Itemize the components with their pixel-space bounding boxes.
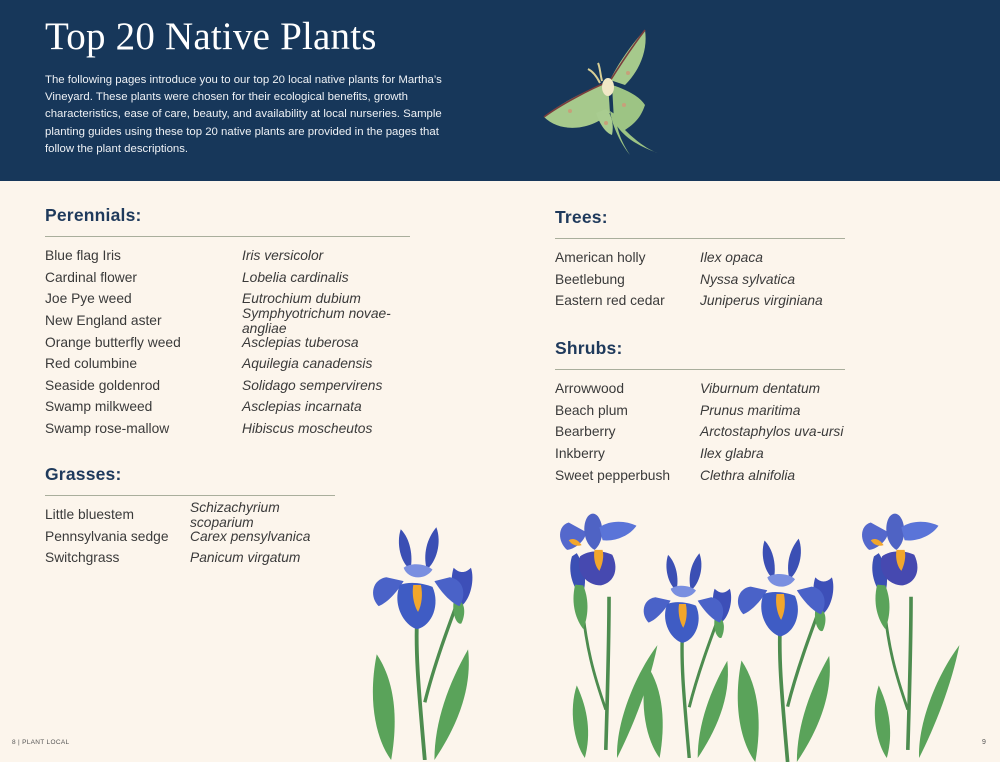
perennials-heading: Perennials: xyxy=(45,205,142,225)
plant-row xyxy=(45,499,335,530)
iris-illustration xyxy=(355,510,485,760)
iris-illustration xyxy=(718,522,848,762)
plant-row xyxy=(45,245,410,267)
plant-row xyxy=(45,331,410,353)
page-number-right: 9 xyxy=(982,739,986,746)
plant-row xyxy=(45,375,410,397)
scientific-name: Prunus maritima xyxy=(700,402,801,418)
common-name: Swamp rose-mallow xyxy=(45,421,170,437)
plant-row xyxy=(555,421,845,443)
iris-illustration xyxy=(842,508,972,758)
plant-row xyxy=(45,267,410,289)
common-name: New England aster xyxy=(45,313,162,329)
shrubs-heading: Shrubs: xyxy=(555,338,623,358)
scientific-name: Schizachyrium scoparium xyxy=(190,499,280,530)
perennials-section xyxy=(45,205,410,439)
scientific-name: Hibiscus moscheutos xyxy=(242,421,373,437)
plant-row xyxy=(555,247,845,269)
scientific-name: Ilex glabra xyxy=(700,446,764,462)
plant-row xyxy=(45,396,410,418)
luna-moth-illustration xyxy=(540,25,675,155)
grasses-section xyxy=(45,464,335,569)
plant-row xyxy=(45,547,335,569)
scientific-name: Eutrochium dubium xyxy=(242,291,361,307)
intro-paragraph: The following pages introduce you to our top 20 local native plants for Martha’s Vineyard. These plants were chosen for their ecological benefits, growth characteristics, ease of care, beauty, and availability at local nurseries. Sample planting guides using these top 20 native plants are provided in the pages that follow the plant descriptions. xyxy=(45,74,442,155)
scientific-name: Solidago sempervirens xyxy=(242,377,383,393)
common-name: Swamp milkweed xyxy=(45,399,153,415)
section-divider xyxy=(555,369,845,370)
plant-row xyxy=(555,464,845,486)
scientific-name: Lobelia cardinalis xyxy=(242,269,349,285)
common-name: Beetlebung xyxy=(555,271,625,287)
section-divider xyxy=(555,238,845,239)
trees-heading: Trees: xyxy=(555,207,608,227)
grasses-heading: Grasses: xyxy=(45,464,122,484)
scientific-name: Arctostaphylos uva-ursi xyxy=(700,424,844,440)
scientific-name: Ilex opaca xyxy=(700,250,763,266)
plant-row xyxy=(45,526,335,548)
scientific-name: Juniperus virginiana xyxy=(700,293,823,309)
scientific-name: Symphyotrichum novae-angliae xyxy=(242,305,391,336)
common-name: Red columbine xyxy=(45,356,138,372)
page-number-left: 8 | PLANT LOCAL xyxy=(12,739,70,746)
common-name: Sweet pepperbush xyxy=(555,467,671,483)
common-name: American holly xyxy=(555,250,646,266)
page-title: Top 20 Native Plants xyxy=(45,15,377,58)
scientific-name: Clethra alnifolia xyxy=(700,467,796,483)
common-name: Bearberry xyxy=(555,424,616,440)
scientific-name: Carex pensylvanica xyxy=(190,528,311,544)
scientific-name: Viburnum dentatum xyxy=(700,381,821,397)
scientific-name: Nyssa sylvatica xyxy=(700,271,796,287)
header-band xyxy=(0,0,1000,181)
plant-row xyxy=(555,400,845,422)
plant-row xyxy=(555,443,845,465)
plant-row xyxy=(45,305,410,336)
section-divider xyxy=(45,236,410,237)
common-name: Blue flag Iris xyxy=(45,248,121,264)
scientific-name: Asclepias incarnata xyxy=(242,399,362,415)
common-name: Little bluestem xyxy=(45,507,134,523)
common-name: Seaside goldenrod xyxy=(45,377,161,393)
common-name: Arrowwood xyxy=(555,381,625,397)
common-name: Orange butterfly weed xyxy=(45,334,181,350)
plant-row xyxy=(45,418,410,440)
scientific-name: Aquilegia canadensis xyxy=(242,356,373,372)
scientific-name: Panicum virgatum xyxy=(190,550,301,566)
plant-row xyxy=(555,378,845,400)
scientific-name: Iris versicolor xyxy=(242,248,324,264)
common-name: Pennsylvania sedge xyxy=(45,528,169,544)
plant-row xyxy=(45,353,410,375)
trees-section xyxy=(555,207,845,312)
common-name: Joe Pye weed xyxy=(45,291,132,307)
common-name: Beach plum xyxy=(555,402,628,418)
section-divider xyxy=(45,495,335,496)
common-name: Cardinal flower xyxy=(45,269,138,285)
scientific-name: Asclepias tuberosa xyxy=(242,334,359,350)
plant-row xyxy=(555,290,845,312)
plant-row xyxy=(555,269,845,291)
common-name: Eastern red cedar xyxy=(555,293,665,309)
common-name: Inkberry xyxy=(555,446,605,462)
common-name: Switchgrass xyxy=(45,550,120,566)
shrubs-section xyxy=(555,338,845,486)
